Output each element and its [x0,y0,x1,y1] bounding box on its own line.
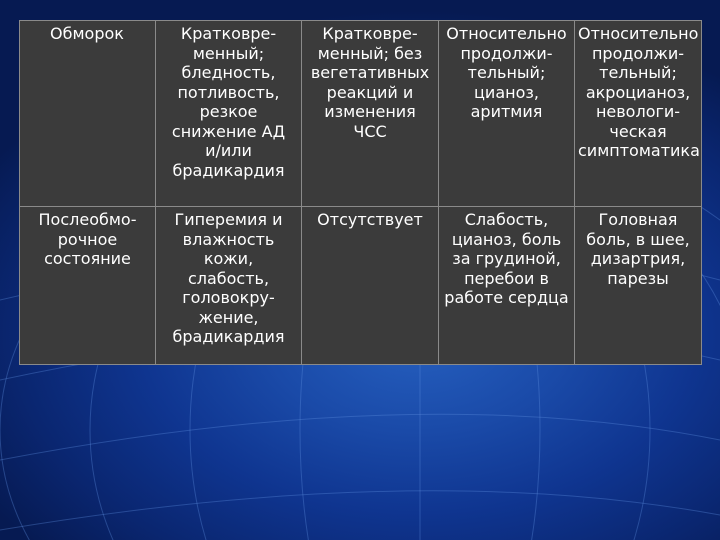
comparison-table-container [19,20,701,365]
table-cell: Относительно продолжи- тельный; цианоз, аритмия [439,21,575,207]
table-row [20,21,702,207]
table-row [20,207,702,365]
table-cell: Гиперемия и влажность кожи, слабость, головокру- жение, брадикардия [156,207,302,365]
table-cell: Головная боль, в шее, дизартрия, парезы [575,207,702,365]
comparison-table [19,20,702,365]
table-cell: Кратковре- менный; без вегетативных реакций и изменения ЧСС [302,21,439,207]
table-cell-row-header: Послеобмо- рочное состояние [20,207,156,365]
table-cell: Кратковре- менный; бледность, потливость, резкое снижение АД и/или брадикардия [156,21,302,207]
table-cell-row-header: Обморок [20,21,156,207]
table-cell: Слабость, цианоз, боль за грудиной, перебои в работе сердца [439,207,575,365]
table-cell: Относительно продолжи- тельный; акроцианоз, невологи- ческая симптоматика [575,21,702,207]
table-cell: Отсутствует [302,207,439,365]
